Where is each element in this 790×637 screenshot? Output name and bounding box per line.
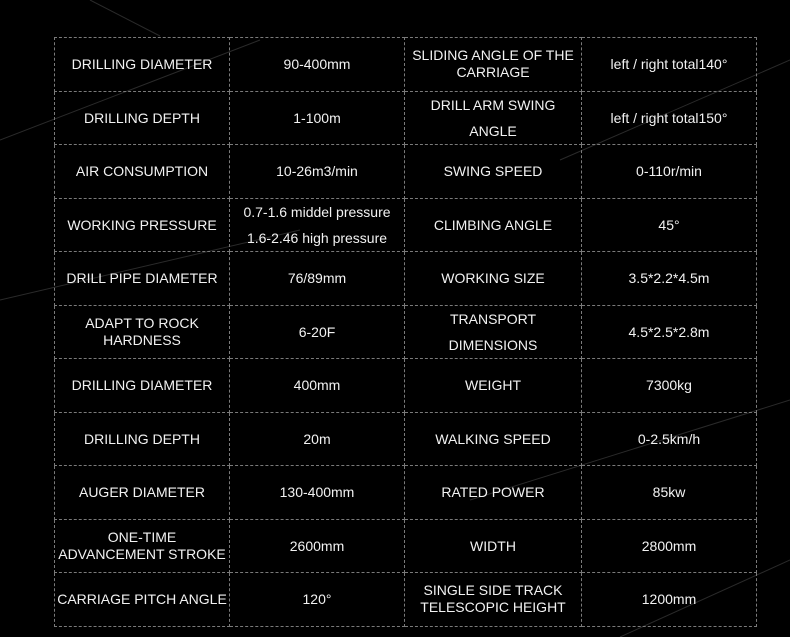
- spec-label-cell: [405, 38, 582, 92]
- spec-value: 3.5*2.2*4.5m: [628, 270, 710, 287]
- table-row: [55, 519, 757, 573]
- spec-value-cell: [582, 359, 757, 413]
- spec-value-cell: [230, 91, 405, 145]
- spec-value: 1200mm: [641, 591, 697, 608]
- spec-label-cell: [55, 38, 230, 92]
- spec-label: RATED POWER: [441, 484, 545, 501]
- spec-label: WORKING PRESSURE: [67, 216, 217, 233]
- table-row: [55, 573, 757, 627]
- spec-label-cell: [405, 305, 582, 359]
- spec-value: 4.5*2.5*2.8m: [628, 323, 710, 340]
- table-row: [55, 38, 757, 92]
- spec-value-cell: [582, 252, 757, 306]
- spec-value-cell: [582, 573, 757, 627]
- spec-label: ONE-TIME: [107, 528, 177, 545]
- spec-value: 0-110r/min: [636, 163, 702, 180]
- spec-value-cell: [582, 519, 757, 573]
- spec-label: SINGLE SIDE TRACK: [423, 582, 563, 599]
- spec-value-cell: [230, 519, 405, 573]
- spec-value: 85kw: [652, 484, 686, 501]
- spec-label-cell: [55, 198, 230, 252]
- spec-value: 1.6-2.46 high pressure: [246, 229, 388, 246]
- table-row: [55, 359, 757, 413]
- spec-value: 2800mm: [641, 537, 697, 554]
- table-row: [55, 252, 757, 306]
- specifications-table: [54, 37, 757, 627]
- spec-label: SLIDING ANGLE OF THE: [412, 47, 574, 64]
- spec-value: 130-400mm: [279, 484, 355, 501]
- spec-label: WIDTH: [470, 537, 516, 554]
- spec-value-cell: [230, 198, 405, 252]
- spec-label-cell: [55, 359, 230, 413]
- spec-label-cell: [405, 198, 582, 252]
- spec-label: CARRIAGE: [456, 64, 530, 81]
- spec-label: DRILLING DIAMETER: [71, 56, 213, 73]
- spec-value-cell: [230, 359, 405, 413]
- spec-label-cell: [405, 359, 582, 413]
- spec-label-cell: [405, 91, 582, 145]
- spec-value: 1-100m: [293, 109, 341, 126]
- spec-label-cell: [405, 519, 582, 573]
- spec-label: TELESCOPIC HEIGHT: [420, 599, 566, 616]
- spec-value: 6-20F: [298, 323, 336, 340]
- spec-value: 7300kg: [646, 377, 692, 394]
- spec-value: 20m: [303, 430, 331, 447]
- spec-label: HARDNESS: [103, 331, 181, 348]
- spec-value-cell: [230, 305, 405, 359]
- spec-value-cell: [582, 38, 757, 92]
- spec-value: 2600mm: [289, 537, 345, 554]
- table-row: [55, 466, 757, 520]
- spec-label-cell: [405, 466, 582, 520]
- spec-value: 400mm: [293, 377, 341, 394]
- spec-value: 0-2.5km/h: [637, 430, 701, 447]
- table-row: [55, 305, 757, 359]
- spec-value: left / right total150°: [610, 109, 728, 126]
- spec-label-cell: [405, 412, 582, 466]
- spec-value-cell: [230, 466, 405, 520]
- spec-label: ADAPT TO ROCK: [85, 314, 199, 331]
- spec-label: WEIGHT: [465, 377, 521, 394]
- spec-value-cell: [582, 145, 757, 199]
- spec-value-cell: [230, 38, 405, 92]
- table-row: [55, 412, 757, 466]
- spec-label: ADVANCEMENT STROKE: [58, 545, 226, 562]
- spec-label-cell: [55, 305, 230, 359]
- spec-label-cell: [55, 412, 230, 466]
- table-row: [55, 198, 757, 252]
- spec-label-cell: [55, 519, 230, 573]
- spec-label: CLIMBING ANGLE: [433, 216, 553, 233]
- spec-value-cell: [230, 252, 405, 306]
- spec-label-cell: [405, 145, 582, 199]
- spec-label: DRILL ARM SWING ANGLE: [430, 96, 556, 139]
- spec-value-cell: [582, 198, 757, 252]
- spec-label-cell: [55, 252, 230, 306]
- spec-value-cell: [230, 412, 405, 466]
- spec-label-cell: [55, 145, 230, 199]
- spec-label: SWING SPEED: [443, 163, 543, 180]
- spec-value-cell: [582, 91, 757, 145]
- spec-label: WORKING SIZE: [441, 270, 545, 287]
- spec-label: DRILLING DEPTH: [84, 109, 200, 126]
- table-row: [55, 91, 757, 145]
- spec-value: 90-400mm: [283, 56, 351, 73]
- spec-value: 120°: [302, 591, 332, 608]
- spec-value-cell: [230, 145, 405, 199]
- spec-value-cell: [582, 305, 757, 359]
- spec-label-cell: [55, 91, 230, 145]
- spec-value: 76/89mm: [287, 270, 347, 287]
- spec-label-cell: [405, 252, 582, 306]
- spec-value-cell: [230, 573, 405, 627]
- spec-label: AUGER DIAMETER: [78, 484, 205, 501]
- spec-label: DRILLING DIAMETER: [71, 377, 213, 394]
- spec-value: 0.7-1.6 middel pressure: [243, 203, 391, 220]
- spec-value-cell: [582, 466, 757, 520]
- table-row: [55, 145, 757, 199]
- spec-label: WALKING SPEED: [435, 430, 551, 447]
- spec-value: 10-26m3/min: [276, 163, 358, 180]
- spec-label: AIR CONSUMPTION: [75, 163, 209, 180]
- spec-label: CARRIAGE PITCH ANGLE: [57, 591, 227, 608]
- spec-label-cell: [55, 573, 230, 627]
- spec-label: DRILL PIPE DIAMETER: [66, 270, 218, 287]
- spec-value: left / right total140°: [610, 56, 728, 73]
- spec-label: DRILLING DEPTH: [84, 430, 200, 447]
- spec-label: TRANSPORT DIMENSIONS: [448, 310, 538, 353]
- spec-value: 45°: [658, 216, 680, 233]
- spec-label-cell: [405, 573, 582, 627]
- spec-value-cell: [582, 412, 757, 466]
- spec-label-cell: [55, 466, 230, 520]
